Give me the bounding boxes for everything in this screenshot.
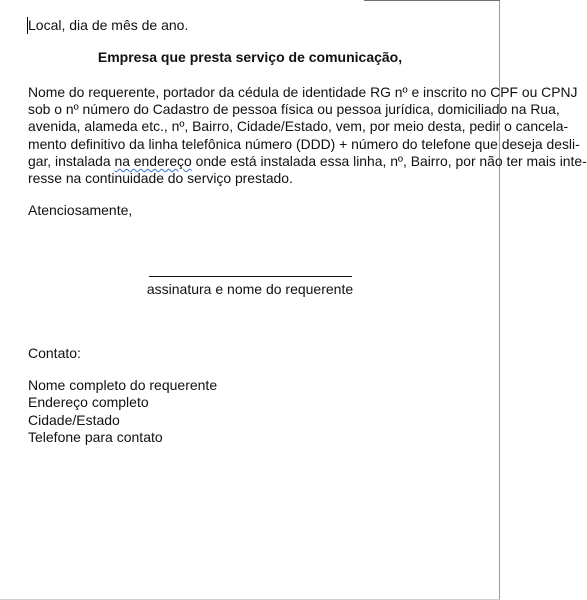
body-text: Nome do requerente, portador da cédula de identidade RG nº e inscrito no CPF ou CPNJ [28, 84, 578, 100]
body-line [28, 135, 580, 153]
page-edge-line [364, 0, 500, 1]
body-text: onde está instalada essa linha, nº, Bairro, por não ter mais inte- [191, 152, 587, 169]
signature-caption: assinatura e nome do requerente [146, 281, 354, 297]
body-line [28, 170, 492, 187]
closing-salutation: Atenciosamente, [28, 202, 133, 218]
signature-line [149, 276, 352, 277]
body-line [28, 152, 587, 170]
spellcheck-flagged-text[interactable]: na endereço [114, 152, 192, 169]
body-text: sob o nº número do Cadastro de pessoa física ou pessoa jurídica, domiciliado na Rua, [28, 101, 560, 118]
date-line: Local, dia de mês de ano. [28, 17, 189, 33]
body-text: gar, instalada [28, 152, 115, 169]
contact-list [28, 377, 217, 447]
body-line [28, 84, 578, 101]
body-text: mento definitivo da linha telefônica número (DDD) + número do telefone que deseja desli- [28, 135, 580, 152]
contact-item: Endereço completo [28, 394, 149, 411]
contact-item: Cidade/Estado [28, 411, 120, 428]
body-line [28, 118, 569, 135]
recipient-heading: Empresa que presta serviço de comunicação, [97, 49, 403, 65]
body-text: avenida, alameda etc., nº, Bairro, Cidade/Estado, vem, por meio desta, pedir o cancela- [28, 118, 569, 135]
body-paragraph [28, 84, 587, 187]
body-text: resse na continuidade do serviço prestado. [28, 170, 293, 187]
contact-item: Telefone para contato [28, 429, 163, 446]
contact-item: Nome completo do requerente [28, 377, 218, 393]
body-line [28, 101, 560, 118]
contact-heading: Contato: [28, 345, 81, 361]
